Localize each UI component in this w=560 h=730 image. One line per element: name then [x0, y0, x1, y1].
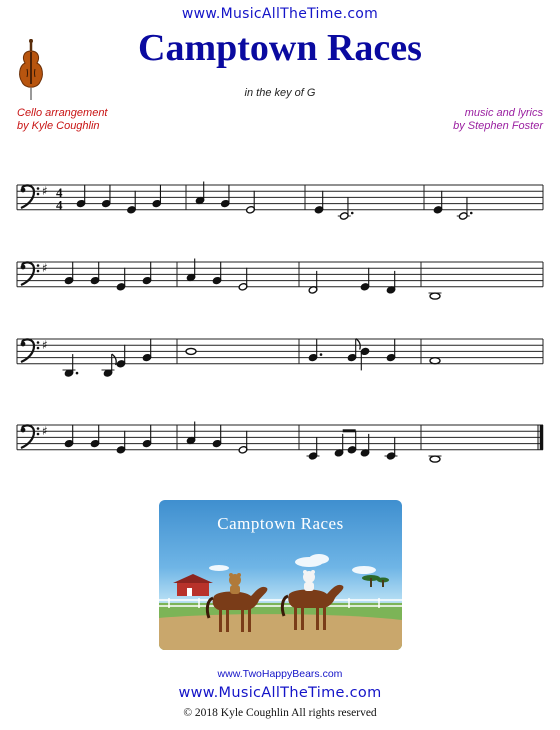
- composer-role-line: music and lyrics: [464, 107, 543, 119]
- bass-clef-icon: [21, 342, 26, 347]
- bass-clef-dot: [37, 270, 40, 273]
- bass-clef-dot: [37, 433, 40, 436]
- bass-clef-icon: [21, 188, 26, 193]
- staff-system: [17, 338, 543, 377]
- bass-clef-dot: [37, 341, 40, 344]
- composer-name-line: by Stephen Foster: [453, 120, 543, 132]
- arranger-line: by Kyle Coughlin: [17, 120, 100, 132]
- dot: [320, 353, 323, 356]
- staff-system: [17, 422, 543, 463]
- bass-clef-icon: [21, 428, 26, 433]
- time-signature-top: 4: [56, 184, 63, 200]
- note-flag: [356, 339, 361, 350]
- copyright-notice: © 2018 Kyle Coughlin All rights reserved: [183, 707, 377, 719]
- note-head: [430, 358, 440, 364]
- key-signature-sharp: ♯: [42, 424, 48, 439]
- bass-clef-dot: [37, 187, 40, 190]
- two-happy-bears-link[interactable]: www.TwoHappyBears.com: [217, 668, 343, 680]
- dot: [76, 372, 79, 375]
- arrangement-line: Cello arrangement: [17, 107, 108, 119]
- staff-system: [17, 259, 543, 300]
- key-subtitle: in the key of G: [244, 87, 316, 99]
- key-signature-sharp: ♯: [42, 261, 48, 276]
- horse-race-illustration: [159, 500, 402, 650]
- promo-title: Camptown Races: [217, 514, 344, 533]
- key-signature-sharp: ♯: [42, 184, 48, 199]
- key-signature-sharp: ♯: [42, 338, 48, 353]
- site-url-top[interactable]: www.MusicAllTheTime.com: [181, 6, 379, 22]
- time-signature-bottom: 4: [56, 197, 63, 213]
- song-title: Camptown Races: [138, 27, 422, 69]
- dot: [470, 212, 473, 215]
- bass-clef-dot: [37, 347, 40, 350]
- note-head: [430, 456, 440, 462]
- dot: [351, 212, 354, 215]
- bass-clef-dot: [37, 264, 40, 267]
- staff-system: [17, 182, 543, 221]
- site-url-bottom[interactable]: www.MusicAllTheTime.com: [178, 685, 382, 701]
- promo-image[interactable]: [159, 500, 402, 650]
- note-head: [186, 348, 196, 354]
- note-head: [430, 293, 440, 299]
- bass-clef-dot: [37, 193, 40, 196]
- bass-clef-icon: [21, 265, 26, 270]
- bass-clef-dot: [37, 427, 40, 430]
